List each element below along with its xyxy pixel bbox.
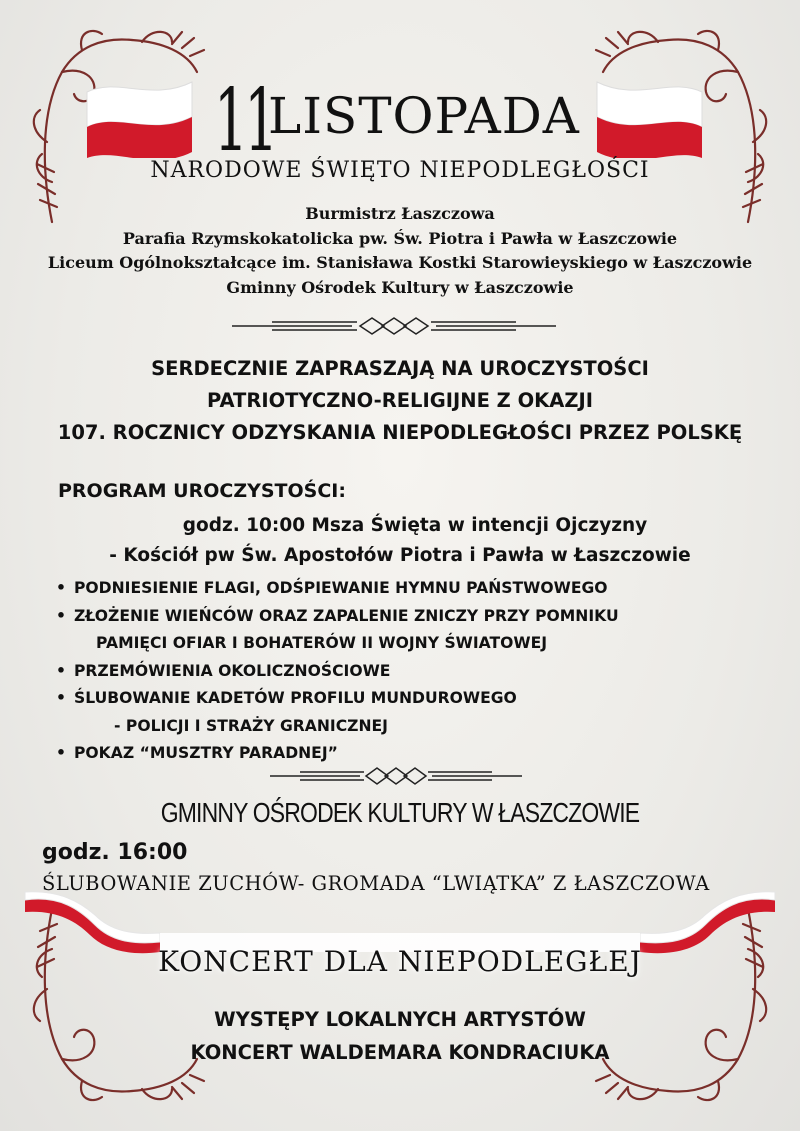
program-location-line: - Kościół pw Św. Apostołów Piotra i Pawła w Łaszczowie	[109, 545, 691, 566]
polish-flag-left-icon	[82, 72, 197, 158]
concert-title: KONCERT DLA NIEPODLEGŁEJ	[158, 945, 642, 978]
polish-flag-right-icon	[592, 72, 707, 158]
program-time-line: godz. 10:00 Msza Święta w intencji Ojczyzny	[182, 515, 648, 536]
program-list	[54, 575, 619, 768]
list-item: • PRZEMÓWIENIA OKOLICZNOŚCIOWE	[54, 658, 619, 686]
invitation-line: SERDECZNIE ZAPRASZAJĄ NA UROCZYSTOŚCI	[151, 357, 649, 380]
divider-ornament-icon	[270, 766, 522, 786]
list-item-continuation: PAMIĘCI OFIAR I BOHATERÓW II WOJNY ŚWIATOWEJ	[96, 634, 548, 652]
program-mass-block	[0, 511, 800, 571]
concert-lines	[0, 1003, 800, 1069]
invitation-block	[0, 353, 800, 449]
list-item: • POKAZ “MUSZTRY PARADNEJ”	[54, 740, 619, 768]
organizers-block	[0, 202, 800, 300]
subtitle: NARODOWE ŚWIĘTO NIEPODLEGŁOŚCI	[150, 158, 650, 183]
program-heading: PROGRAM UROCZYSTOŚCI:	[58, 480, 346, 502]
gok-heading: GMINNY OŚRODEK KULTURY W ŁASZCZOWIE	[160, 797, 640, 828]
organizer-line: Gminny Ośrodek Kultury w Łaszczowie	[226, 277, 574, 297]
concert-line: WYSTĘPY LOKALNYCH ARTYSTÓW	[214, 1008, 586, 1031]
list-item: • ŚLUBOWANIE KADETÓW PROFILU MUNDUROWEGO	[54, 685, 619, 713]
list-item-continuation: - POLICJI I STRAŻY GRANICZNEJ	[114, 716, 388, 735]
title-word: LISTOPADA	[268, 87, 580, 145]
invitation-line: PATRIOTYCZNO-RELIGIJNE Z OKAZJI	[206, 389, 594, 412]
invitation-line: 107. ROCZNICY ODZYSKANIA NIEPODLEGŁOŚCI PRZEZ POLSKĘ	[57, 421, 743, 444]
organizer-line: Parafia Rzymskokatolicka pw. Św. Piotra i Pawła w Łaszczowie	[122, 228, 678, 248]
organizer-line: Burmistrz Łaszczowa	[305, 204, 495, 223]
gok-time: godz. 16:00	[42, 840, 188, 865]
organizer-line: Liceum Ogólnokształcące im. Stanisława Kostki Starowieyskiego w Łaszczowie	[47, 253, 753, 272]
concert-line: KONCERT WALDEMARA KONDRACIUKA	[190, 1041, 610, 1064]
gok-event: ŚLUBOWANIE ZUCHÓW- GROMADA “LWIĄTKA” Z ŁASZCZOWA	[42, 872, 710, 895]
list-item: • PODNIESIENIE FLAGI, ODŚPIEWANIE HYMNU PAŃSTWOWEGO	[54, 575, 619, 603]
title-number: 11	[214, 71, 275, 171]
divider-ornament-icon	[232, 316, 556, 336]
list-item: • ZŁOŻENIE WIEŃCÓW ORAZ ZAPALENIE ZNICZY PRZY POMNIKU	[54, 603, 619, 631]
